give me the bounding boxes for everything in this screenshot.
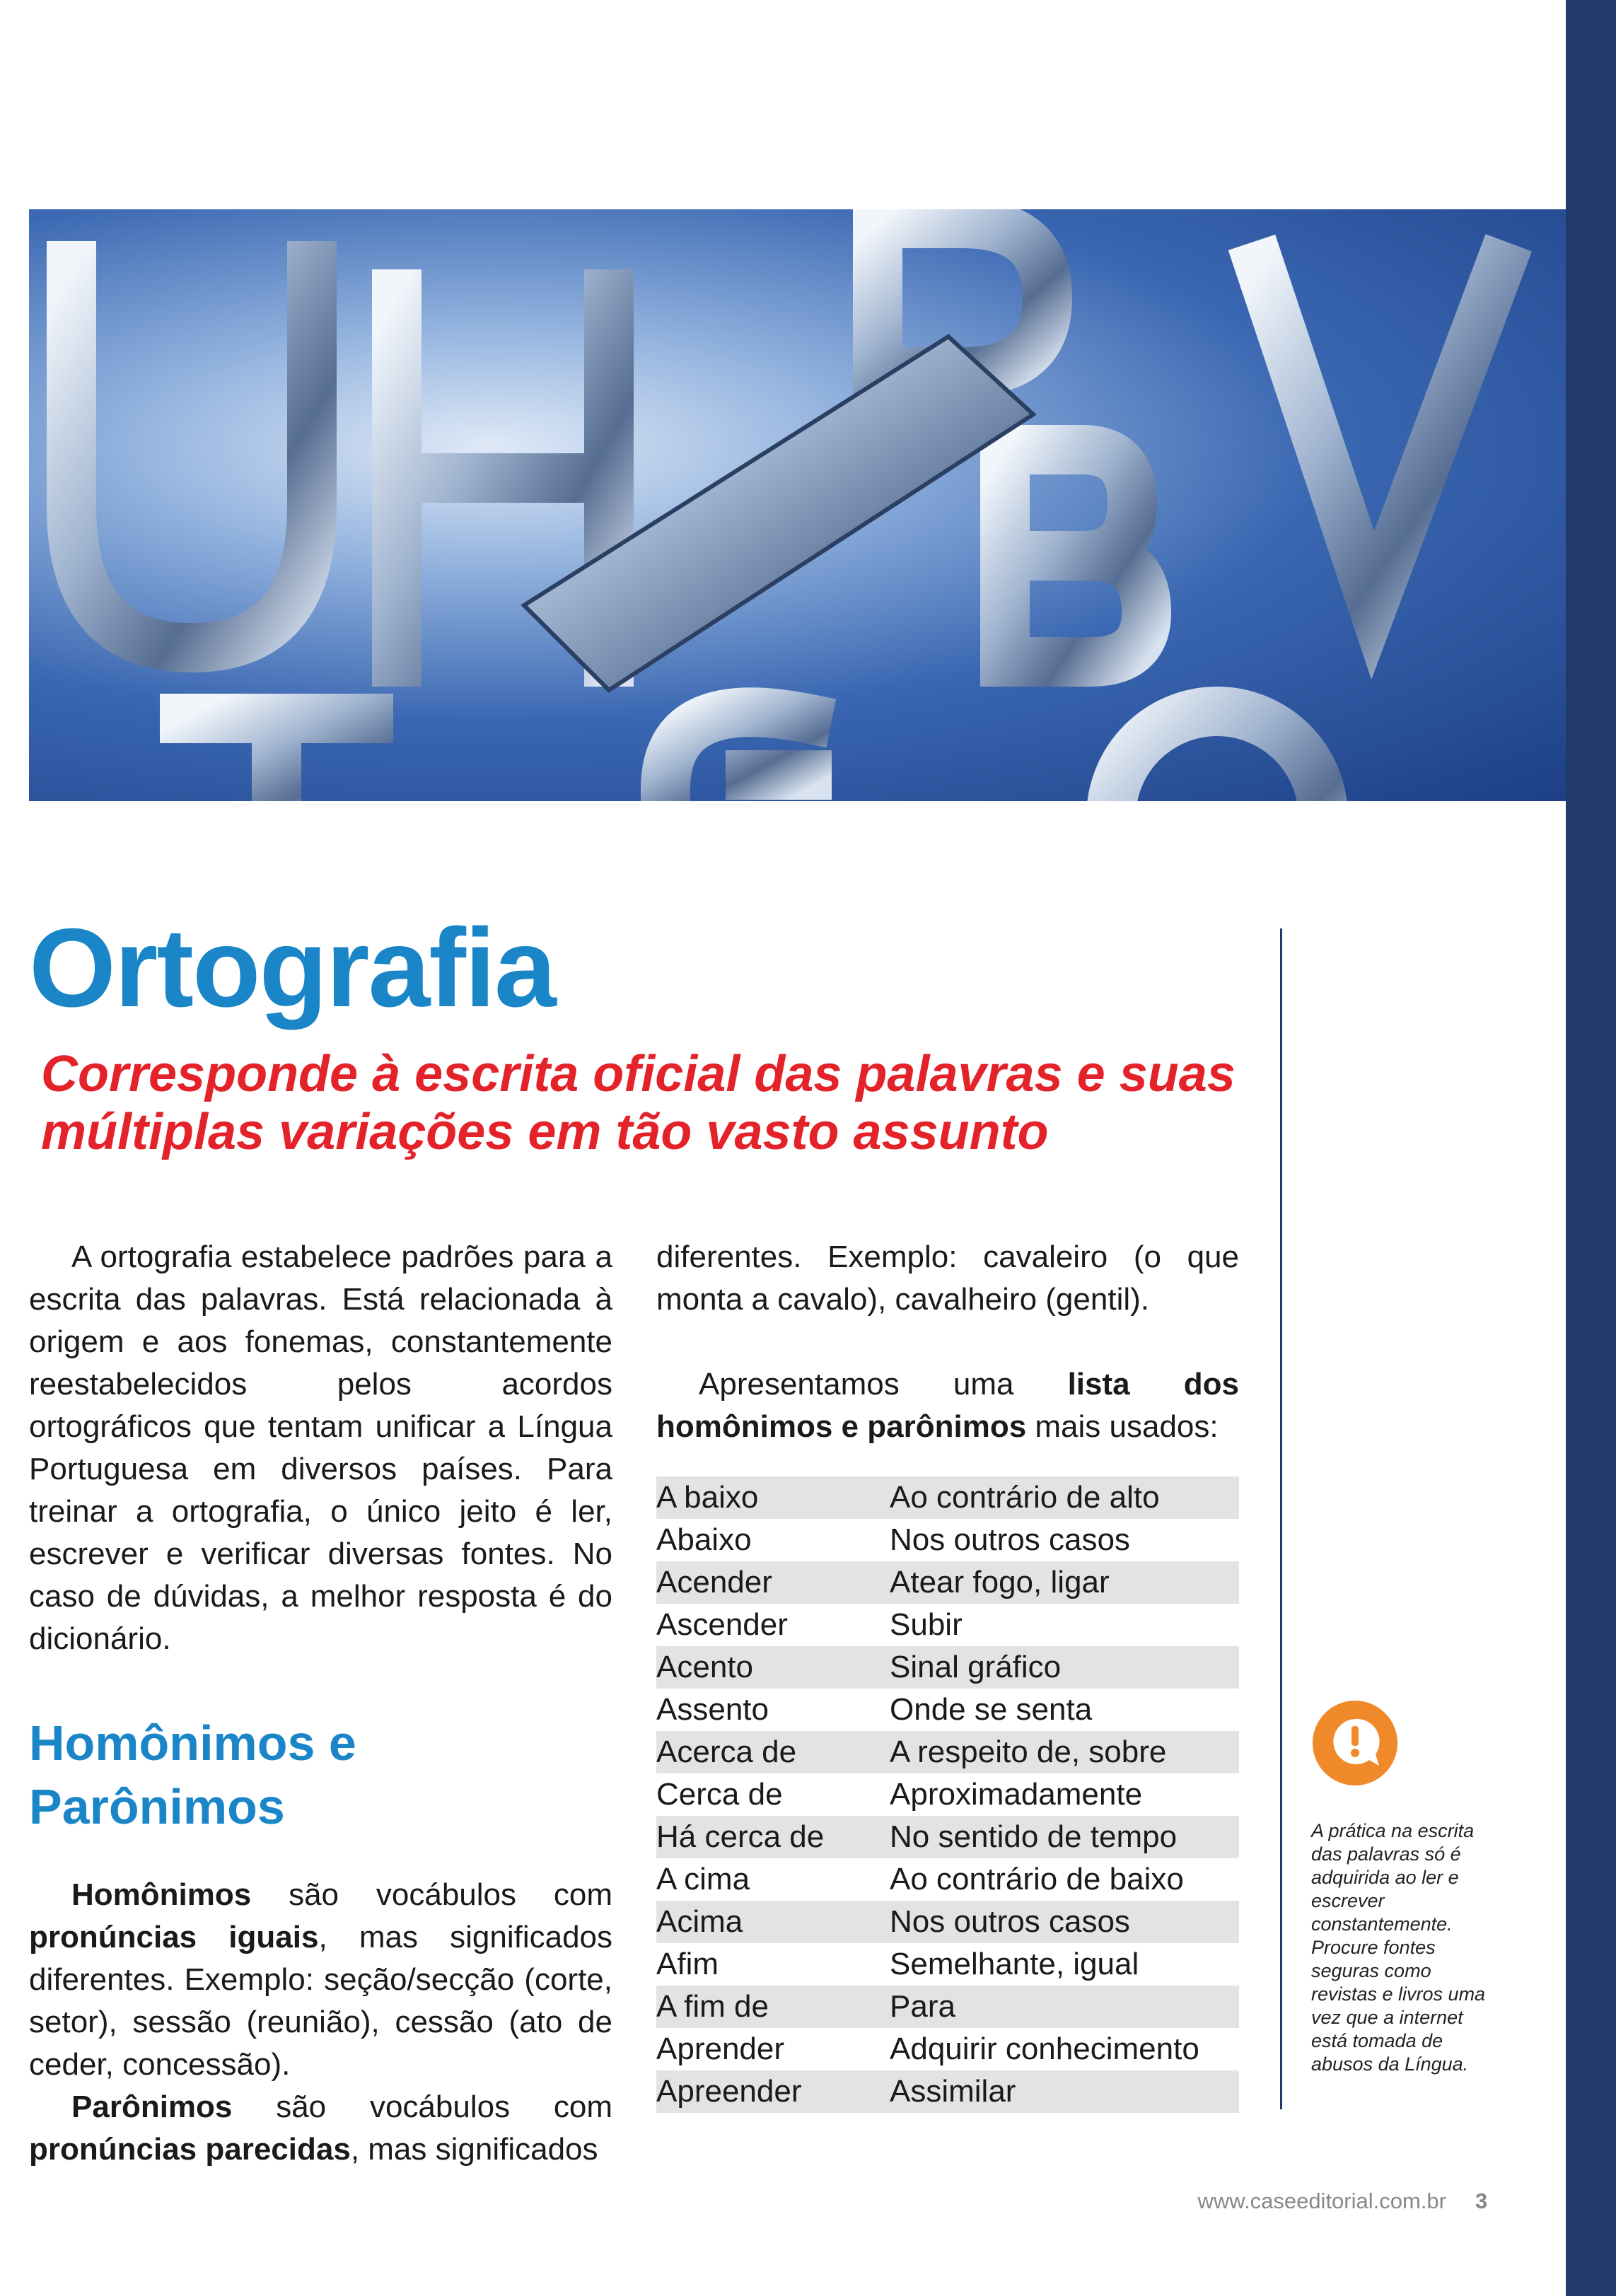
meaning-cell: A respeito de, sobre <box>890 1735 1167 1769</box>
term-cell: Aprender <box>656 2032 785 2066</box>
page-subtitle: Corresponde à escrita oficial das palavras e suas múltiplas variações em tão vasto assunto <box>41 1046 1236 1160</box>
letter-g-shape <box>665 712 807 789</box>
paronimos-text: são vocábulos com <box>232 2090 612 2124</box>
term-cell: A cima <box>656 1862 750 1896</box>
meaning-cell: Subir <box>890 1607 963 1642</box>
table-row <box>656 1943 1239 1986</box>
term-cell: Afim <box>656 1947 719 1981</box>
table-row <box>656 1476 1239 1519</box>
meaning-cell: Assimilar <box>890 2074 1016 2109</box>
term-cell: Cerca de <box>656 1777 783 1812</box>
meaning-cell: Ao contrário de alto <box>890 1480 1160 1515</box>
term-cell: Há cerca de <box>656 1819 825 1854</box>
exclamation-speech-bubble-icon <box>1311 1699 1399 1787</box>
table-row <box>656 1561 1239 1604</box>
meaning-cell: Nos outros casos <box>890 1904 1130 1939</box>
left-column <box>29 1236 612 2171</box>
term-cell: A baixo <box>656 1480 759 1515</box>
sidebar-note-text: A prática na escrita das palavras só é adquirida ao ler e escrever constantemente. Procure fontes seguras como revistas e livros uma vez que a internet está tomada de abusos da Língua. <box>1311 1820 1486 2075</box>
letter-o-shape <box>1111 711 1323 801</box>
table-row <box>656 2028 1239 2070</box>
continuation-paragraph: diferentes. Exemplo: cavaleiro (o que monta a cavalo), cavalheiro (gentil). <box>656 1240 1239 1317</box>
meaning-cell: Aproximadamente <box>890 1777 1143 1812</box>
table-row <box>656 1519 1239 1561</box>
table-row <box>656 1689 1239 1731</box>
term-cell: A fim de <box>656 1989 769 2024</box>
list-intro-emphasis: lista dos homônimos e parônimos <box>656 1367 1239 1444</box>
list-intro-text: Apresentamos uma <box>699 1367 1068 1402</box>
list-intro-text-2: mais usados: <box>1026 1409 1219 1444</box>
page-number: 3 <box>1475 2189 1488 2213</box>
meaning-cell: No sentido de tempo <box>890 1819 1178 1854</box>
meaning-cell: Ao contrário de baixo <box>890 1862 1184 1896</box>
term-cell: Apreender <box>656 2074 802 2109</box>
meaning-cell: Para <box>890 1989 955 2024</box>
meaning-cell: Onde se senta <box>890 1692 1093 1727</box>
side-color-bar <box>1566 0 1616 2296</box>
term-cell: Acerca de <box>656 1735 797 1769</box>
term-cell: Acento <box>656 1650 753 1684</box>
table-row <box>656 1731 1239 1773</box>
table-row <box>656 1858 1239 1901</box>
term-cell: Ascender <box>656 1607 788 1642</box>
page-title: Ortografia <box>29 906 555 1030</box>
term-cell: Acima <box>656 1904 743 1939</box>
letter-b-shape <box>1005 450 1146 662</box>
table-row <box>656 1816 1239 1858</box>
right-column <box>656 1236 1239 2113</box>
table-row <box>656 1604 1239 1646</box>
section-heading: Homônimos e Parônimos <box>29 1715 356 1834</box>
hero-image <box>29 209 1566 801</box>
list-intro-paragraph <box>656 1363 1239 1448</box>
intro-paragraph: A ortografia estabelece padrões para a escrita das palavras. Está relacionada à origem e aos fonemas, constantemente reestabelecidos pelos acordos ortográficos que tentam unificar a Língua Portuguesa em diversos países. Para treinar a ortografia, o único jeito é ler, escrever e verificar diversas fontes. No caso de dúvidas, a melhor resposta é do dicionário. <box>29 1240 612 1656</box>
homonimos-emphasis: pronúncias iguais <box>29 1920 319 1954</box>
term-cell: Abaixo <box>656 1522 752 1557</box>
paronimos-paragraph <box>29 2086 612 2171</box>
paronimos-term: Parônimos <box>71 2090 233 2124</box>
table-row <box>656 1646 1239 1689</box>
letter-u-shape <box>71 266 312 648</box>
meaning-cell: Adquirir conhecimento <box>890 2032 1199 2066</box>
table-row <box>656 1901 1239 1943</box>
homonimos-text-2: , mas significados diferentes. Exemplo: seção/secção (corte, setor), sessão (reunião), cessão (ato de ceder, concessão). <box>29 1920 613 2082</box>
metallic-letters-illustration <box>29 209 1566 801</box>
paronimos-emphasis: pronúncias parecidas <box>29 2132 351 2167</box>
homonimos-term: Homônimos <box>71 1877 252 1912</box>
paronimos-text-2: , mas significados <box>350 2132 598 2167</box>
meaning-cell: Nos outros casos <box>890 1522 1130 1557</box>
meaning-cell: Semelhante, igual <box>890 1947 1139 1981</box>
homonimos-paragraph <box>29 1874 612 2086</box>
homonyms-table <box>656 1476 1239 2113</box>
letter-v-shape <box>1260 266 1500 605</box>
table-row <box>656 1986 1239 2028</box>
term-cell: Assento <box>656 1692 769 1727</box>
meaning-cell: Atear fogo, ligar <box>890 1565 1110 1599</box>
footer-url[interactable]: www.caseeditorial.com.br <box>1197 2189 1446 2213</box>
table-row <box>656 1773 1239 1816</box>
table-row <box>656 2070 1239 2113</box>
term-cell: Acender <box>656 1565 772 1599</box>
homonimos-text: são vocábulos com <box>251 1877 612 1912</box>
meaning-cell: Sinal gráfico <box>890 1650 1062 1684</box>
vertical-divider <box>1280 928 1282 2109</box>
letter-t-shape <box>185 718 368 801</box>
